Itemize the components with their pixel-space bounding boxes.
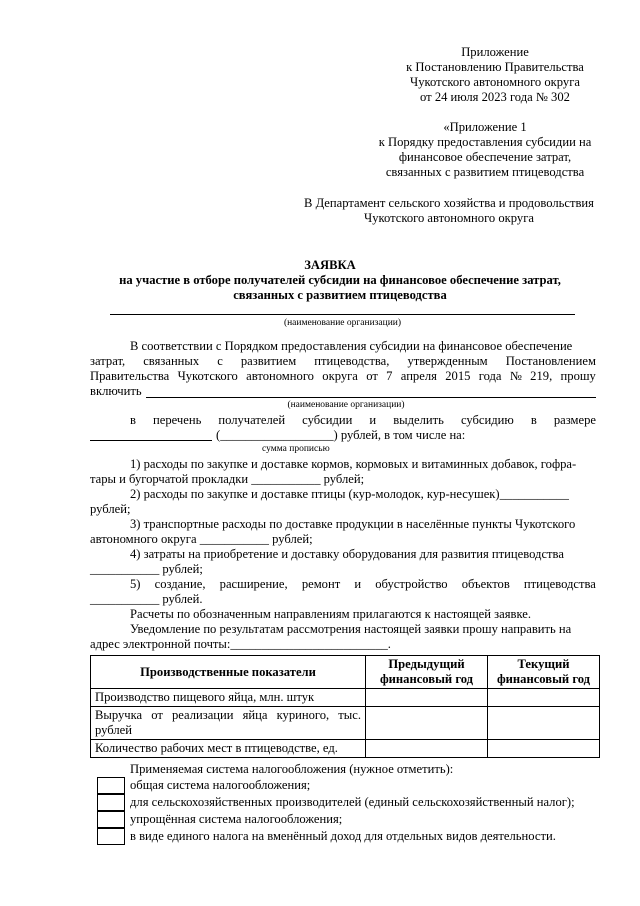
table-cell: Количество рабочих мест в птицеводстве, ед. xyxy=(91,740,366,758)
word: Чукотского xyxy=(177,369,238,383)
item-1-line: 1) расходы по закупке и доставке кормов, кормовых и витаминных добавок, гофра- xyxy=(130,457,577,471)
table-row xyxy=(91,740,600,758)
word: утвержденным xyxy=(407,354,488,368)
word: размере xyxy=(553,413,596,427)
org-name-caption: (наименование организации) xyxy=(283,318,402,328)
body-line: включить xyxy=(90,384,142,398)
table-cell[interactable] xyxy=(488,707,600,740)
item-4-line: ___________ рублей; xyxy=(90,562,203,576)
table-cell[interactable] xyxy=(488,689,600,707)
item-4-line: 4) затраты на приобретение и доставку оборудования для развития птицеводства xyxy=(130,547,564,561)
tax-option-checkbox[interactable] xyxy=(97,794,125,811)
tax-intro: Применяемая система налогообложения (нужное отметить): xyxy=(130,762,454,776)
procedure-header xyxy=(365,120,605,180)
word: от xyxy=(366,369,378,383)
word: года xyxy=(478,369,502,383)
table-header-cell: Текущий финансовый год xyxy=(488,656,600,689)
table-row xyxy=(91,707,600,740)
notify-line: адрес электронной почты:_________________________. xyxy=(90,637,391,651)
table-header-cell: Производственные показатели xyxy=(91,656,366,689)
word: автономного xyxy=(246,369,314,383)
word: развитием xyxy=(240,354,297,368)
word: 7 xyxy=(386,369,393,383)
word: с xyxy=(217,354,223,368)
org-name-line-2 xyxy=(146,397,596,398)
body-line: (__________________) рублей, в том числе на: xyxy=(216,428,466,442)
addressee-line: В Департамент сельского хозяйства и продовольствия xyxy=(304,196,594,210)
table-cell[interactable] xyxy=(366,689,488,707)
amount-line xyxy=(90,440,212,441)
table-cell: Производство пищевого яйца, млн. штук xyxy=(91,689,366,707)
word: № xyxy=(509,369,522,383)
tax-option-label: для сельскохозяйственных производителей (единый сельскохозяйственный налог); xyxy=(130,795,575,809)
document-subtitle-line2: связанных с развитием птицеводства xyxy=(233,288,447,302)
body-line: В соответствии с Порядком предоставления субсидии на финансовое обеспечение xyxy=(130,339,573,353)
word: объектов xyxy=(461,577,510,591)
tax-option-checkbox[interactable] xyxy=(97,811,125,828)
word: ремонт xyxy=(301,577,341,591)
word: и xyxy=(369,413,377,427)
word: выделить xyxy=(393,413,444,427)
org-name-caption-2: (наименование организации) xyxy=(287,400,405,410)
word: затрат, xyxy=(90,354,126,368)
item-2-line: 2) расходы по закупке и доставке птицы (кур-молодок, кур-несушек)___________ xyxy=(130,487,569,501)
word: и xyxy=(354,577,362,591)
appendix-header-line: от 24 июля 2023 года № 302 xyxy=(420,90,570,104)
word: 2015 xyxy=(445,369,471,383)
item-3-line: автономного округа ___________ рублей; xyxy=(90,532,313,546)
table-cell[interactable] xyxy=(488,740,600,758)
item-3-line: 3) транспортные расходы по доставке продукции в населённые пункты Чукотского xyxy=(130,517,576,531)
word: апреля xyxy=(400,369,437,383)
word: субсидии xyxy=(302,413,353,427)
item-5-line: ___________ рублей. xyxy=(90,592,203,606)
table-header-row xyxy=(91,656,600,689)
appendix-header-line: Чукотского автономного округа xyxy=(410,75,580,89)
tax-option-label: общая система налогообложения; xyxy=(130,778,311,792)
table-row xyxy=(91,689,600,707)
tax-option-checkbox[interactable] xyxy=(97,828,125,845)
word: обустройство xyxy=(375,577,448,591)
document-title: ЗАЯВКА xyxy=(304,258,356,272)
org-name-line xyxy=(110,314,575,315)
word: птицеводства, xyxy=(314,354,390,368)
calc-note: Расчеты по обозначенным направлениям прилагаются к настоящей заявке. xyxy=(130,607,532,621)
procedure-header-line: «Приложение 1 xyxy=(443,120,527,134)
item-5-line xyxy=(130,577,596,592)
sum-caption: сумма прописью xyxy=(262,444,330,454)
word: в xyxy=(130,413,136,427)
item-2-line: рублей; xyxy=(90,502,131,516)
indicators-table xyxy=(90,655,600,758)
word: создание, xyxy=(154,577,206,591)
tax-option-checkbox[interactable] xyxy=(97,777,125,794)
word: Правительства xyxy=(90,369,170,383)
body-line-justified xyxy=(90,354,596,369)
table-cell[interactable] xyxy=(366,740,488,758)
notify-line: Уведомление по результатам рассмотрения настоящей заявки прошу направить на xyxy=(130,622,572,636)
word: связанных xyxy=(143,354,200,368)
body-line-justified xyxy=(90,369,596,384)
appendix-header-line: Приложение xyxy=(461,45,529,59)
addressee-line: Чукотского автономного округа xyxy=(364,211,534,225)
word: округа xyxy=(322,369,358,383)
word: 219, xyxy=(530,369,553,383)
table-cell[interactable] xyxy=(366,707,488,740)
word: получателей xyxy=(218,413,286,427)
word: птицеводства xyxy=(523,577,596,591)
table-cell: Выручка от реализации яйца куриного, тыс. рублей xyxy=(91,707,366,740)
word: Постановлением xyxy=(505,354,596,368)
body-line-justified xyxy=(130,413,596,428)
appendix-header-line: к Постановлению Правительства xyxy=(406,60,584,74)
procedure-header-line: финансовое обеспечение затрат, xyxy=(398,150,572,164)
word: 5) xyxy=(130,577,141,591)
addressee xyxy=(290,196,608,226)
tax-option-label: в виде единого налога на вменённый доход для отдельных видов деятельности. xyxy=(130,829,556,843)
document-subtitle-line1: на участие в отборе получателей субсидии на финансовое обеспечение затрат, xyxy=(119,273,561,287)
tax-option-label: упрощённая система налогообложения; xyxy=(130,812,343,826)
word: субсидию xyxy=(460,413,514,427)
item-1-line: тары и бугорчатой прокладки ___________ рублей; xyxy=(90,472,365,486)
appendix-header xyxy=(380,45,610,105)
word: расширение, xyxy=(219,577,288,591)
word: прошу xyxy=(560,369,596,383)
table-header-cell: Предыдущий финансовый год xyxy=(366,656,488,689)
word: перечень xyxy=(153,413,202,427)
word: в xyxy=(530,413,537,427)
procedure-header-line: связанных с развитием птицеводства xyxy=(385,165,585,179)
procedure-header-line: к Порядку предоставления субсидии на xyxy=(378,135,592,149)
